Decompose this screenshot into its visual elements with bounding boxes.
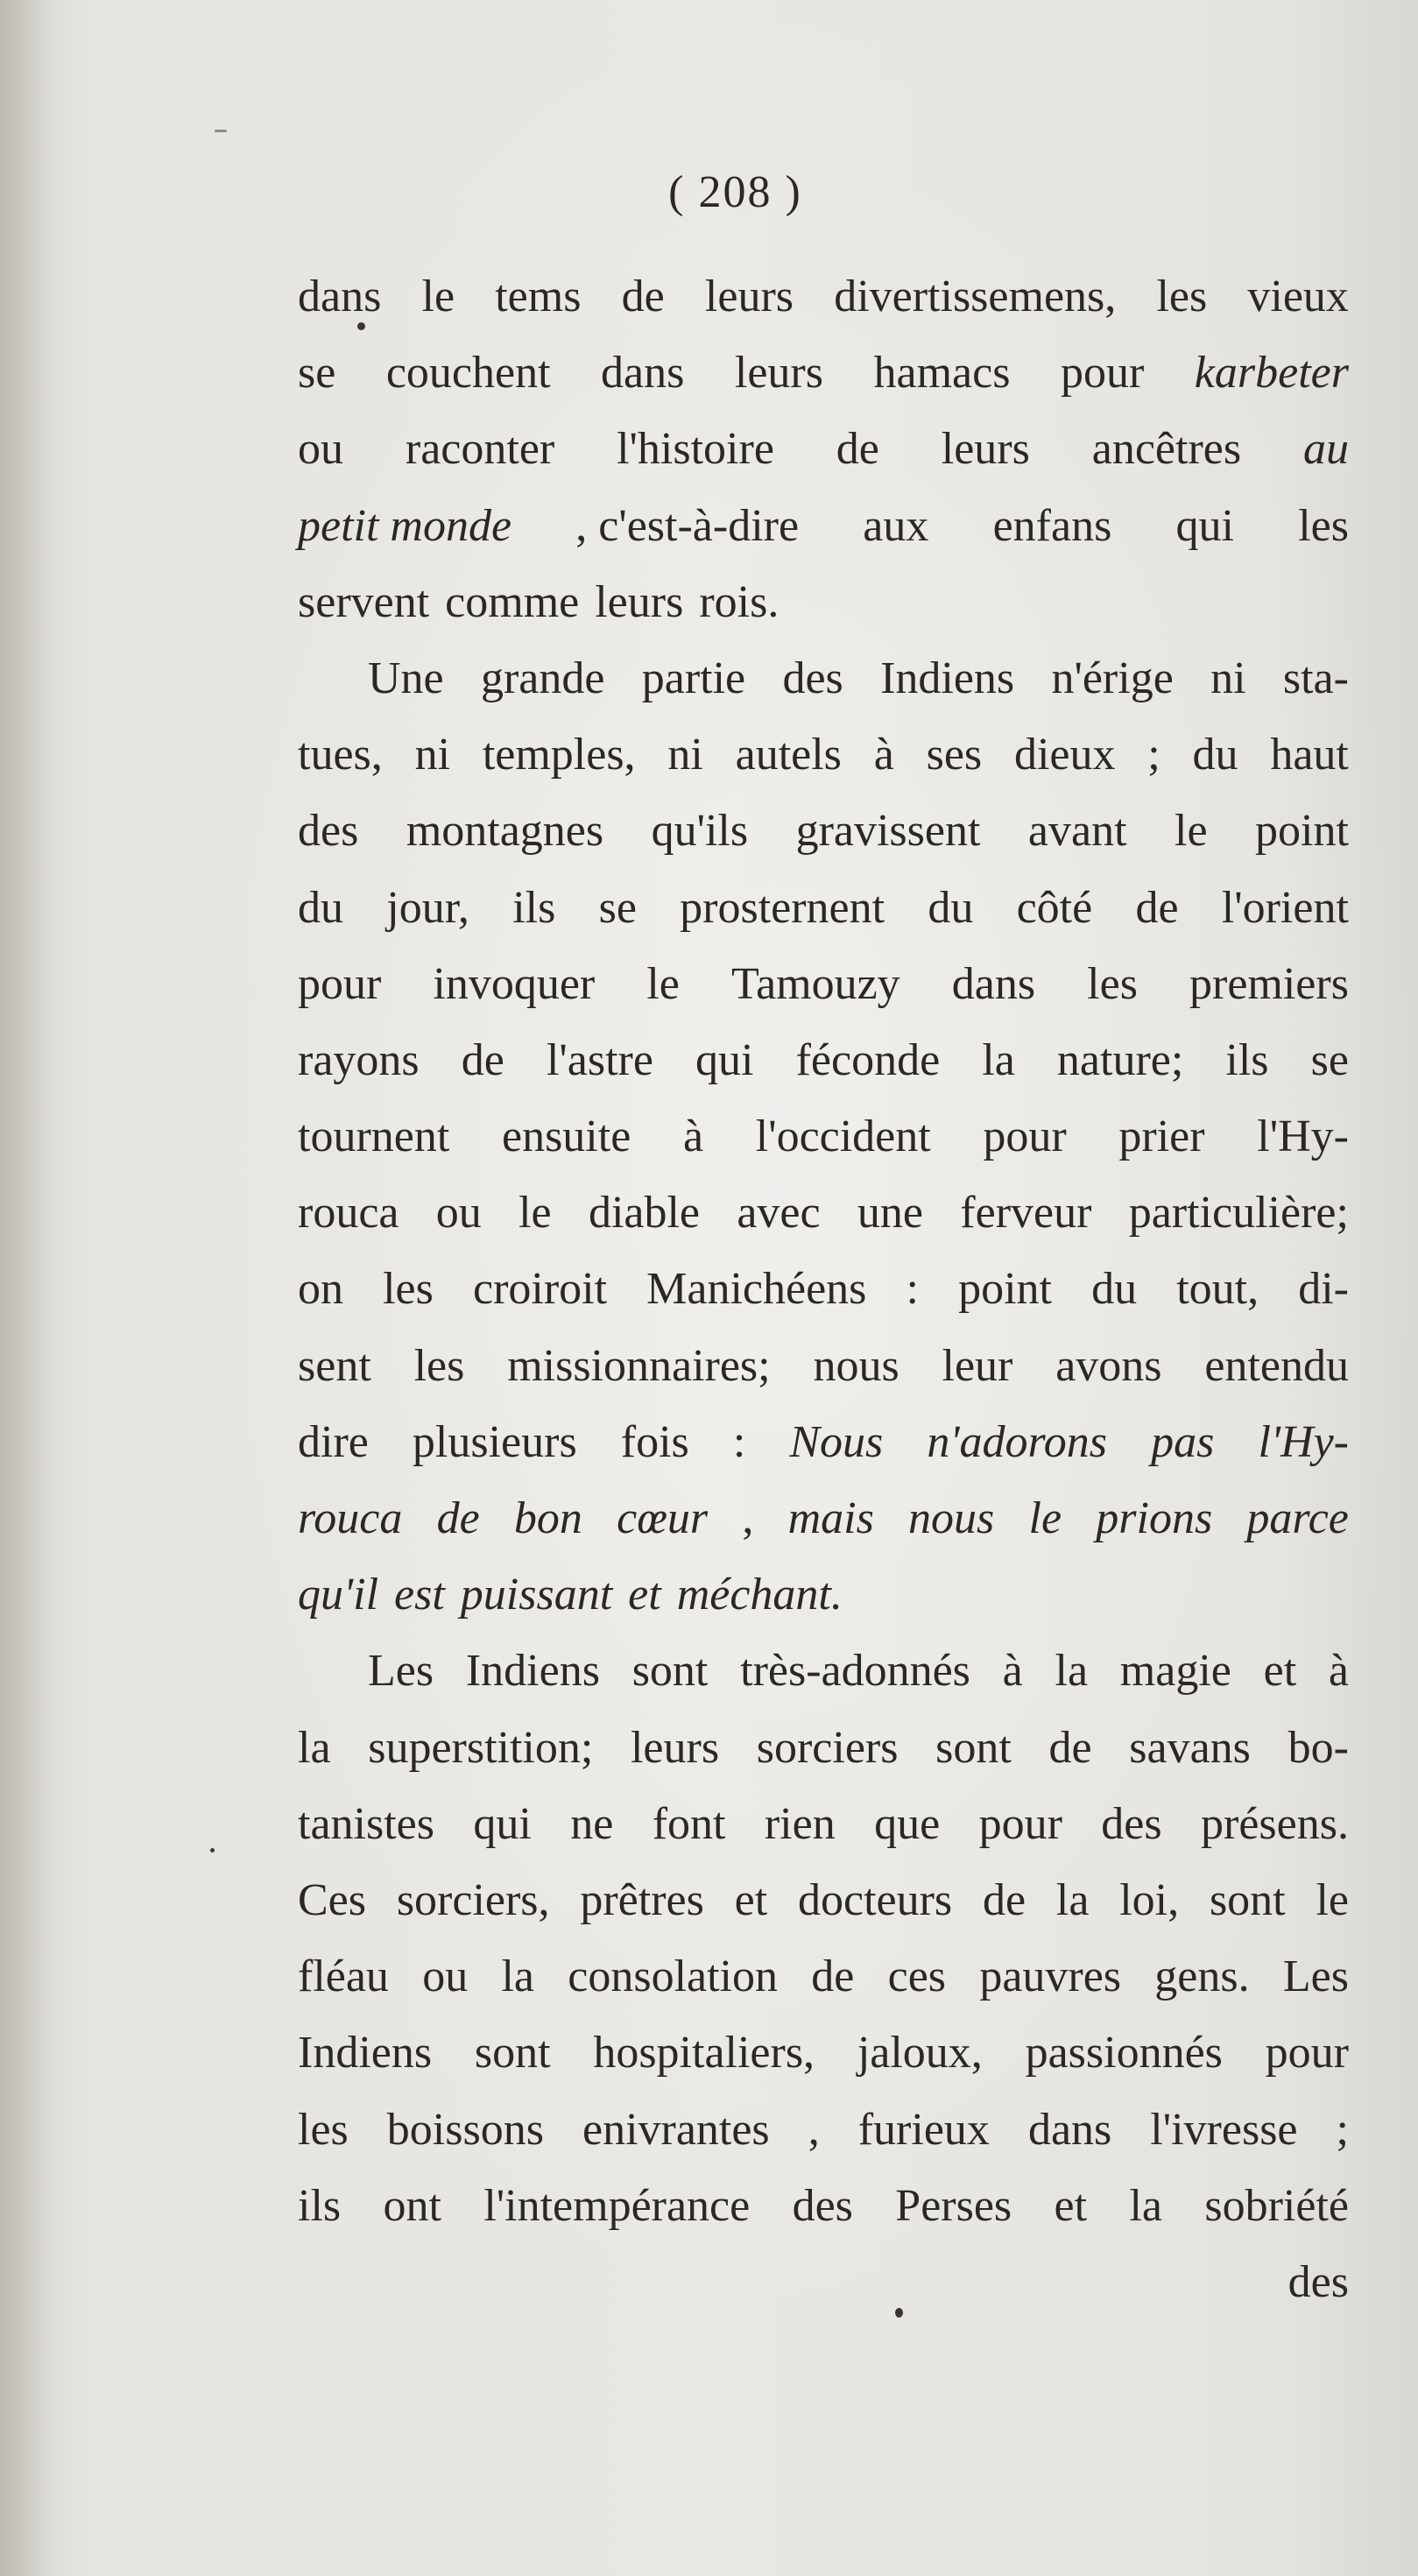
word: ou xyxy=(298,424,343,475)
word: de xyxy=(621,272,665,321)
page-number: ( 208 ) xyxy=(668,167,802,217)
word: qui xyxy=(1175,500,1234,551)
word: ils xyxy=(1225,1034,1269,1085)
word: raconter xyxy=(405,424,555,475)
ink-speck xyxy=(210,1848,215,1853)
word: ferveur xyxy=(960,1188,1092,1239)
word: Indiens xyxy=(465,1646,600,1697)
word: tanistes xyxy=(298,1798,434,1849)
word: la xyxy=(1055,1646,1089,1697)
word: premiers xyxy=(1189,958,1349,1009)
word: enfans xyxy=(992,500,1112,551)
word: leur xyxy=(942,1340,1013,1391)
word: de xyxy=(1135,882,1179,933)
word: fois xyxy=(620,1416,689,1467)
word: ses xyxy=(926,730,983,780)
word: tournent xyxy=(298,1112,450,1162)
word: , xyxy=(808,2104,820,2155)
italic-word: prions xyxy=(1096,1493,1213,1543)
ink-speck xyxy=(895,2308,903,2318)
word: consolation xyxy=(568,1951,779,2002)
word: Indiens xyxy=(298,2028,433,2078)
word: sont xyxy=(474,2028,551,2078)
word: du xyxy=(1192,730,1238,780)
word: tues, xyxy=(298,730,383,780)
word: la xyxy=(1055,1874,1090,1925)
italic-word: l'Hy- xyxy=(1258,1416,1349,1467)
text-line xyxy=(298,258,1349,335)
word: avec xyxy=(737,1188,821,1239)
text-line xyxy=(298,2015,1349,2091)
word: magie xyxy=(1119,1646,1231,1697)
word: l'histoire xyxy=(617,424,774,475)
text-line xyxy=(298,2244,1349,2320)
word: ni xyxy=(667,730,703,780)
ink-speck xyxy=(215,130,227,132)
word: bo- xyxy=(1287,1722,1349,1773)
word: ni xyxy=(414,730,451,780)
word: servent xyxy=(298,576,430,627)
word: diable xyxy=(588,1188,701,1239)
text-line xyxy=(298,2168,1349,2244)
word: ; xyxy=(1147,730,1161,780)
word: dans xyxy=(298,272,382,321)
word: sorciers, xyxy=(396,1874,550,1925)
word: comme xyxy=(445,576,580,627)
word: des xyxy=(792,2180,853,2231)
word: ils xyxy=(512,882,556,933)
word: l'intempérance xyxy=(483,2180,751,2231)
word: Ces xyxy=(298,1874,366,1925)
word: pour xyxy=(983,1112,1067,1162)
word: prêtres xyxy=(580,1874,704,1925)
italic-word: est xyxy=(394,1570,445,1620)
text-line xyxy=(298,1251,1349,1327)
text-line xyxy=(298,716,1349,793)
word: l'occident xyxy=(755,1112,931,1162)
word: de xyxy=(461,1034,504,1085)
word: les xyxy=(298,2104,349,2155)
word: pauvres xyxy=(979,1951,1122,2002)
word: ou xyxy=(422,1951,469,2002)
word: sta- xyxy=(1282,653,1349,703)
word: la xyxy=(1129,2180,1162,2231)
word: et xyxy=(734,1874,768,1925)
word: on xyxy=(298,1264,343,1315)
word: plusieurs xyxy=(412,1416,577,1467)
text-line xyxy=(298,564,1349,640)
word: que xyxy=(874,1798,941,1849)
word: les xyxy=(1087,958,1138,1009)
word: à xyxy=(873,730,894,780)
text-line xyxy=(298,946,1349,1022)
word: entendu xyxy=(1204,1340,1349,1391)
word: hospitaliers, xyxy=(593,2028,815,2078)
text-line xyxy=(298,1556,1349,1633)
word: couchent xyxy=(385,348,551,399)
italic-word: de xyxy=(436,1493,480,1543)
word: du xyxy=(928,882,974,933)
word: rois. xyxy=(699,576,780,627)
word: et xyxy=(1054,2180,1088,2231)
word: pour xyxy=(1265,2028,1349,2078)
word: pour xyxy=(1060,348,1145,399)
word: ces xyxy=(887,1951,947,2002)
word: passionnés xyxy=(1025,2028,1223,2078)
word: croiroit xyxy=(472,1264,608,1315)
text-line xyxy=(298,1633,1349,1709)
word: dans xyxy=(951,958,1036,1009)
word: enivrantes xyxy=(582,2104,770,2155)
word: le xyxy=(421,272,455,321)
text-line xyxy=(298,1862,1349,1938)
word: présens. xyxy=(1201,1798,1349,1849)
word: se xyxy=(298,348,336,399)
word: sont xyxy=(1209,1874,1286,1925)
body-text xyxy=(298,258,1349,2320)
text-line xyxy=(298,1175,1349,1251)
italic-word: rouca xyxy=(298,1493,403,1543)
word: des xyxy=(298,806,359,857)
word: Une xyxy=(368,653,444,703)
word: le xyxy=(1175,806,1208,857)
word: qu'ils xyxy=(651,806,749,857)
word: sont xyxy=(935,1722,1012,1773)
word: jaloux, xyxy=(857,2028,983,2078)
word: pour xyxy=(298,958,382,1009)
word: ont xyxy=(383,2180,441,2231)
word: missionnaires; xyxy=(507,1340,771,1391)
word: très-adonnés xyxy=(740,1646,970,1697)
word: une xyxy=(857,1188,923,1239)
word: temples, xyxy=(482,730,636,780)
italic-word: et xyxy=(628,1570,661,1620)
word: ; xyxy=(1336,2104,1349,2155)
word: ni xyxy=(1210,653,1246,703)
word: à xyxy=(1328,1646,1349,1697)
word: tems xyxy=(495,272,582,321)
italic-word: n'adorons xyxy=(927,1416,1108,1467)
word: leurs xyxy=(734,348,823,399)
text-line xyxy=(298,1480,1349,1556)
word: le xyxy=(1316,1874,1349,1925)
text-line xyxy=(298,793,1349,869)
word: point xyxy=(958,1264,1052,1315)
word: de xyxy=(1048,1722,1092,1773)
word: les xyxy=(1298,500,1349,551)
word: la xyxy=(982,1034,1015,1085)
word: de xyxy=(811,1951,855,2002)
word: loi, xyxy=(1119,1874,1180,1925)
italic-word: au xyxy=(1302,424,1349,475)
italic-word: petit monde xyxy=(298,500,512,551)
word: l'astre xyxy=(546,1034,653,1085)
word: Perses xyxy=(895,2180,1012,2231)
word: rien xyxy=(764,1798,836,1849)
word: ou xyxy=(435,1188,482,1239)
word: dans xyxy=(1027,2104,1112,2155)
word: n'érige xyxy=(1051,653,1174,703)
word: avant xyxy=(1027,806,1127,857)
word: avons xyxy=(1055,1340,1162,1391)
word: leurs xyxy=(941,424,1030,475)
ink-speck xyxy=(357,322,365,330)
word: , xyxy=(742,1493,754,1543)
word: l'orient xyxy=(1221,882,1349,933)
word: à xyxy=(682,1112,704,1162)
italic-word: cœur xyxy=(617,1493,709,1543)
text-line xyxy=(298,1098,1349,1175)
word: ils xyxy=(298,2180,342,2231)
text-line xyxy=(298,1786,1349,1862)
word: dieux xyxy=(1013,730,1116,780)
word: les xyxy=(383,1264,434,1315)
word: de xyxy=(982,1874,1026,1925)
word: gravissent xyxy=(795,806,981,857)
word: di- xyxy=(1298,1264,1349,1315)
word: Les xyxy=(368,1646,434,1697)
word: dans xyxy=(601,348,685,399)
word: les xyxy=(1156,272,1208,321)
text-line xyxy=(298,1404,1349,1480)
italic-word: parce xyxy=(1246,1493,1349,1543)
italic-word: Nous xyxy=(789,1416,884,1467)
word: sorciers xyxy=(756,1722,899,1773)
word: dire xyxy=(298,1416,369,1467)
word: l'ivresse xyxy=(1150,2104,1298,2155)
text-line xyxy=(298,1938,1349,2015)
italic-word: bon xyxy=(513,1493,582,1543)
word: leurs xyxy=(704,272,794,321)
word: l'Hy- xyxy=(1257,1112,1349,1162)
text-line xyxy=(298,411,1349,487)
text-line xyxy=(298,640,1349,716)
word: Tamouzy xyxy=(730,958,900,1009)
spine-shadow xyxy=(0,0,53,2576)
word: ne xyxy=(570,1798,614,1849)
word: autels xyxy=(735,730,842,780)
word: du xyxy=(1091,1264,1138,1315)
word: tout, xyxy=(1176,1264,1259,1315)
word: qui xyxy=(695,1034,754,1085)
word: vieux xyxy=(1247,272,1349,321)
italic-word: le xyxy=(1028,1493,1062,1543)
word: du xyxy=(298,882,343,933)
word: furieux xyxy=(857,2104,990,2155)
word: gens. xyxy=(1154,1951,1250,2002)
word: grande xyxy=(480,653,605,703)
text-line xyxy=(298,488,1349,564)
word: docteurs xyxy=(797,1874,953,1925)
word: à xyxy=(1002,1646,1023,1697)
word: se xyxy=(1310,1034,1349,1085)
italic-word: mais xyxy=(787,1493,874,1543)
word: point xyxy=(1255,806,1349,857)
word: partie xyxy=(641,653,746,703)
word: haut xyxy=(1270,730,1349,780)
word: montagnes xyxy=(406,806,604,857)
text-line xyxy=(298,1022,1349,1098)
word: invoquer xyxy=(433,958,596,1009)
word: nous xyxy=(813,1340,899,1391)
word: superstition; xyxy=(368,1722,594,1773)
word: fléau xyxy=(298,1951,389,2002)
word: côté xyxy=(1016,882,1093,933)
word: : xyxy=(732,1416,746,1467)
word: des xyxy=(1101,1798,1162,1849)
word: pour xyxy=(978,1798,1062,1849)
word: les xyxy=(413,1340,465,1391)
word: des xyxy=(1287,2256,1349,2307)
word: sobriété xyxy=(1204,2180,1349,2231)
word: aux xyxy=(863,500,929,551)
word: , c'est-à-dire xyxy=(575,500,800,551)
italic-word: puissant xyxy=(460,1570,613,1620)
word: rouca xyxy=(298,1188,399,1239)
italic-word: karbeter xyxy=(1194,348,1349,399)
word: sent xyxy=(298,1340,371,1391)
word: Manichéens xyxy=(646,1264,867,1315)
text-line xyxy=(298,1710,1349,1786)
word: des xyxy=(782,653,843,703)
word: de xyxy=(836,424,879,475)
word: savans xyxy=(1129,1722,1251,1773)
word: font xyxy=(652,1798,726,1849)
word: la xyxy=(501,1951,534,2002)
text-line xyxy=(298,1328,1349,1404)
word: leurs xyxy=(595,576,684,627)
word: particulière; xyxy=(1128,1188,1349,1239)
word: jour, xyxy=(386,882,469,933)
word: sont xyxy=(631,1646,709,1697)
word: ensuite xyxy=(501,1112,631,1162)
italic-word: méchant. xyxy=(676,1570,843,1620)
text-line xyxy=(298,870,1349,946)
word: Indiens xyxy=(880,653,1015,703)
word: prosternent xyxy=(680,882,885,933)
word: se xyxy=(598,882,637,933)
word: rayons xyxy=(298,1034,420,1085)
word: hamacs xyxy=(873,348,1011,399)
word: le xyxy=(646,958,680,1009)
word: boissons xyxy=(386,2104,544,2155)
word: : xyxy=(906,1264,919,1315)
word: nature; xyxy=(1056,1034,1184,1085)
word: prier xyxy=(1118,1112,1205,1162)
word: Les xyxy=(1282,1951,1349,2002)
word: et xyxy=(1263,1646,1297,1697)
text-line xyxy=(298,335,1349,411)
word: leurs xyxy=(630,1722,720,1773)
word: la xyxy=(298,1722,331,1773)
word: le xyxy=(519,1188,552,1239)
text-line xyxy=(298,2092,1349,2168)
word: divertissemens, xyxy=(834,272,1117,321)
word: ancêtres xyxy=(1091,424,1242,475)
word: qui xyxy=(473,1798,532,1849)
word: féconde xyxy=(795,1034,941,1085)
italic-word: pas xyxy=(1151,1416,1215,1467)
italic-word: nous xyxy=(908,1493,995,1543)
italic-word: qu'il xyxy=(298,1570,379,1620)
